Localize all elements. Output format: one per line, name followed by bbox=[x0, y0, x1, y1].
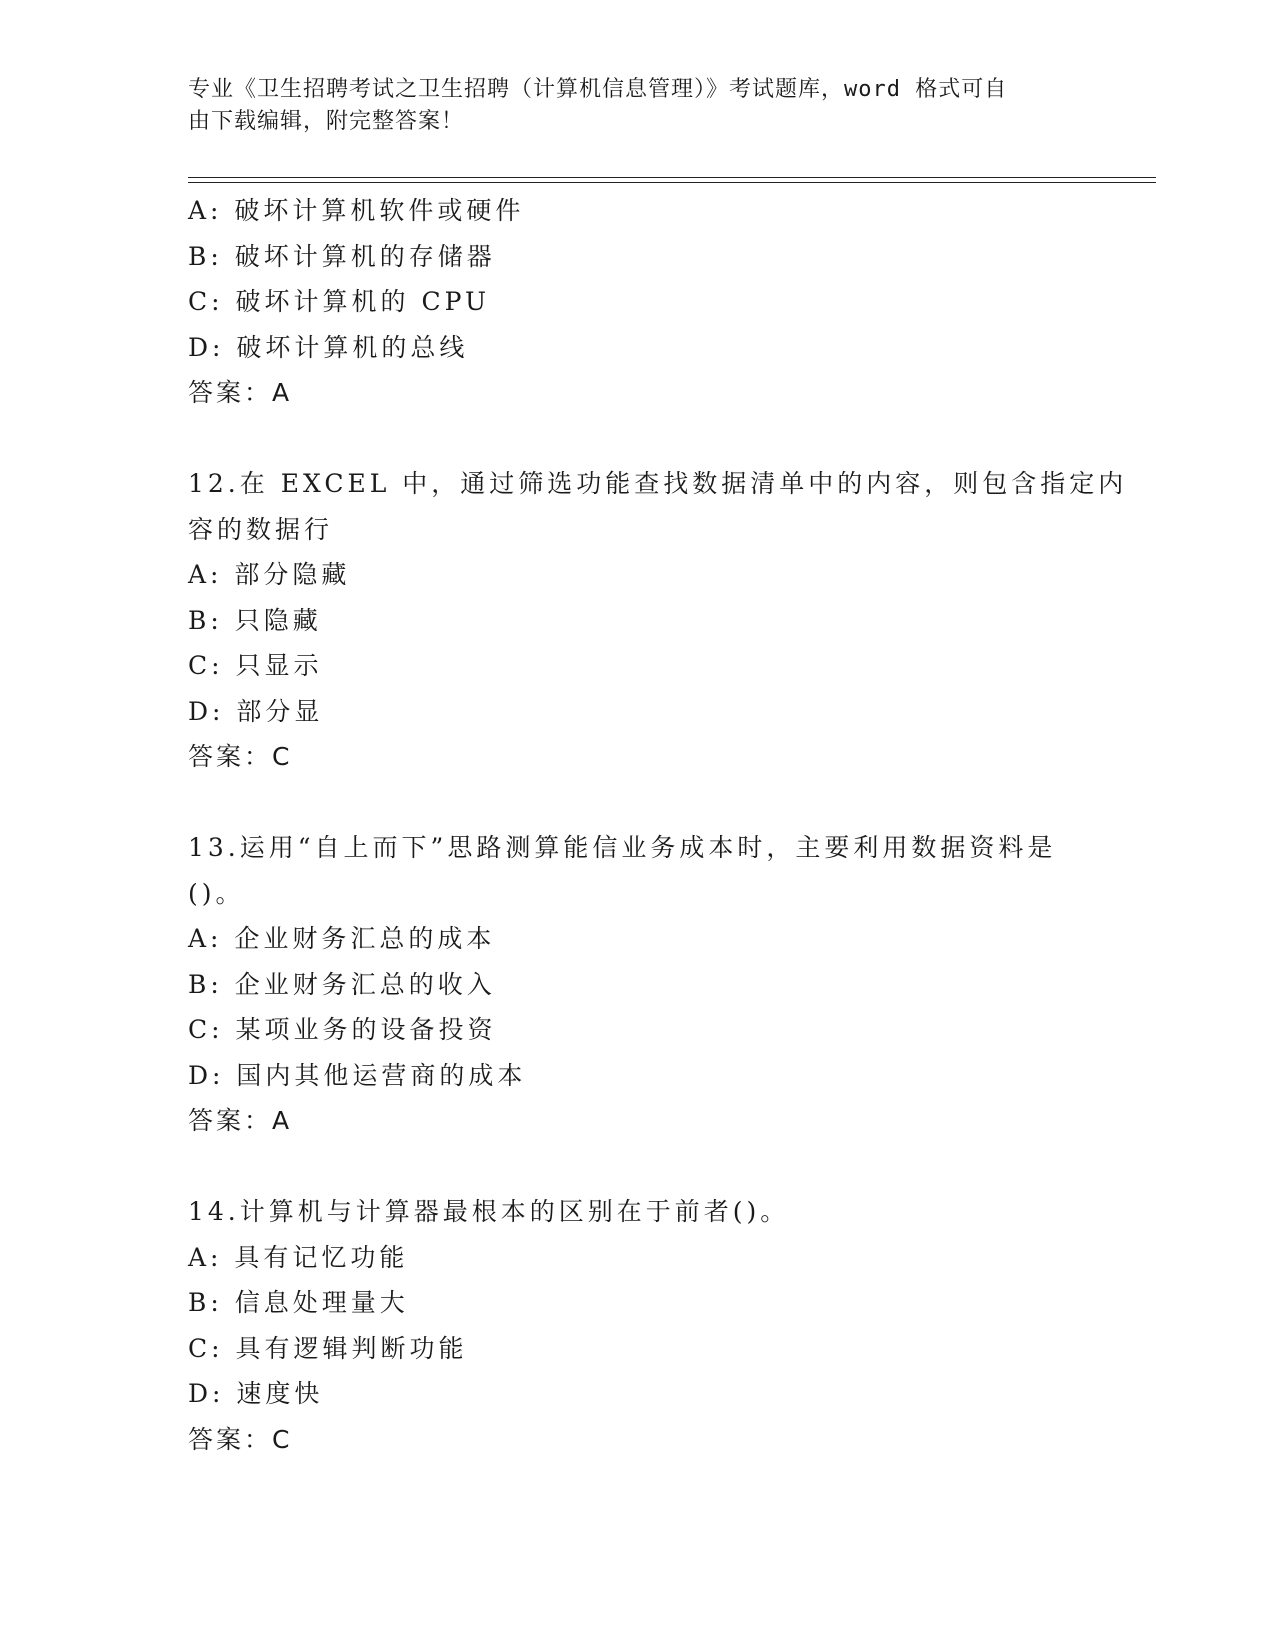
question-block-13 bbox=[188, 825, 1088, 1144]
option-c: C: 某项业务的设备投资 bbox=[188, 1015, 497, 1044]
question-stem-line-1: 12.在 EXCEL 中，通过筛选功能查找数据清单中的内容，则包含指定内 bbox=[188, 469, 1128, 498]
option-c: C: 破坏计算机的 CPU bbox=[188, 287, 491, 316]
question-stem-line-2: 容的数据行 bbox=[188, 514, 334, 544]
answer-label: 答案：C bbox=[188, 742, 293, 771]
header-rule-bottom bbox=[188, 182, 1156, 183]
option-b: B: 信息处理量大 bbox=[188, 1288, 409, 1317]
option-b: B: 破坏计算机的存储器 bbox=[188, 241, 496, 271]
spacer bbox=[188, 1144, 1088, 1190]
header-rule-top bbox=[188, 177, 1156, 178]
question-stem-line-1: 14.计算机与计算器最根本的区别在于前者()。 bbox=[188, 1197, 790, 1226]
question-stem-line-2: ()。 bbox=[188, 878, 245, 908]
option-a: A: 企业财务汇总的成本 bbox=[188, 924, 496, 953]
question-block-11 bbox=[188, 188, 1088, 416]
spacer bbox=[188, 416, 1088, 462]
option-d: D: 国内其他运营商的成本 bbox=[188, 1060, 527, 1090]
option-d: D: 破坏计算机的总线 bbox=[188, 332, 469, 362]
option-a: A: 破坏计算机软件或硬件 bbox=[188, 196, 525, 225]
option-d: D: 部分显 bbox=[188, 696, 324, 726]
answer-label: 答案：A bbox=[188, 378, 293, 407]
option-a: A: 部分隐藏 bbox=[188, 560, 351, 589]
option-c: C: 只显示 bbox=[188, 651, 323, 680]
answer-label: 答案：C bbox=[188, 1424, 293, 1454]
question-block-14 bbox=[188, 1189, 1088, 1462]
option-a: A: 具有记忆功能 bbox=[188, 1242, 409, 1272]
header-note bbox=[188, 74, 1068, 138]
option-b: B: 只隐藏 bbox=[188, 605, 322, 635]
question-stem-line-1: 13.运用“自上而下”思路测算能信业务成本时，主要利用数据资料是 bbox=[188, 833, 1057, 862]
option-d: D: 速度快 bbox=[188, 1379, 324, 1408]
question-list bbox=[188, 188, 1128, 1462]
answer-label: 答案：A bbox=[188, 1106, 293, 1135]
header-line-1: 专业《卫生招聘考试之卫生招聘（计算机信息管理）》考试题库，word 格式可自 bbox=[188, 77, 1008, 102]
header-line-2: 由下载编辑，附完整答案！ bbox=[188, 109, 465, 134]
option-c: C: 具有逻辑判断功能 bbox=[188, 1333, 468, 1363]
question-block-12 bbox=[188, 461, 1128, 780]
option-b: B: 企业财务汇总的收入 bbox=[188, 969, 496, 999]
spacer bbox=[188, 780, 1088, 826]
